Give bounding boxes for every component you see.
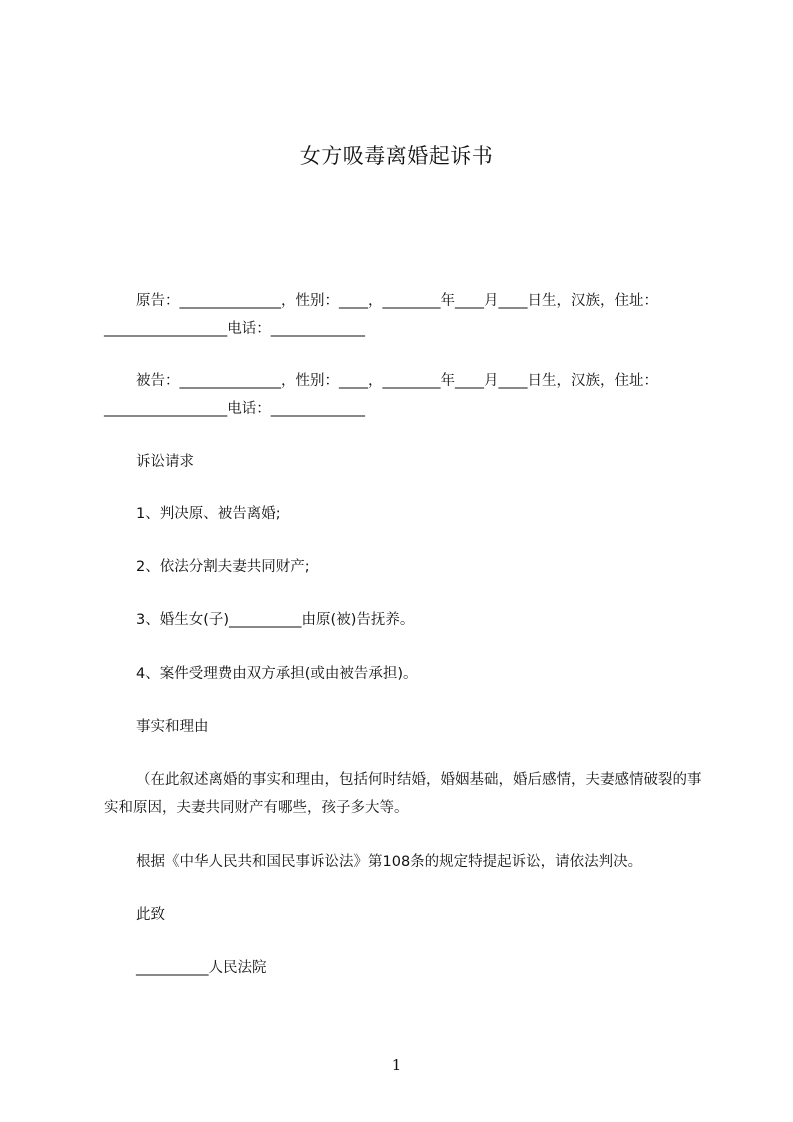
facts-heading: 事实和理由 bbox=[136, 719, 209, 735]
claim-item-2: 2、依法分割夫妻共同财产; bbox=[136, 559, 310, 575]
defendant-info: 被告：______________，性别：____，________年____月____日生，汉族，住址：_________________电话：_____________ bbox=[104, 373, 658, 417]
claims-heading: 诉讼请求 bbox=[136, 454, 194, 470]
page-number: 1 bbox=[391, 1056, 402, 1074]
legal-basis: 根据《中华人民共和国民事诉讼法》第108条的规定特提起诉讼，请依法判决。 bbox=[136, 854, 643, 870]
court-name: __________人民法院 bbox=[136, 960, 267, 976]
closing-salutation: 此致 bbox=[136, 907, 165, 923]
claim-item-4: 4、案件受理费由双方承担(或由被告承担)。 bbox=[136, 666, 418, 682]
claim-item-1: 1、判决原、被告离婚; bbox=[136, 506, 281, 522]
plaintiff-info: 原告：______________，性别：____，________年____月____日生，汉族，住址：_________________电话：_____________ bbox=[104, 293, 658, 337]
claim-item-3: 3、婚生女(子)__________由原(被)告抚养。 bbox=[136, 612, 415, 628]
document-title: 女方吸毒离婚起诉书 bbox=[299, 144, 494, 168]
facts-text: （在此叙述离婚的事实和理由，包括何时结婚，婚姻基础，婚后感情，夫妻感情破裂的事实和原因，夫妻共同财产有哪些，孩子多大等。 bbox=[104, 772, 702, 816]
